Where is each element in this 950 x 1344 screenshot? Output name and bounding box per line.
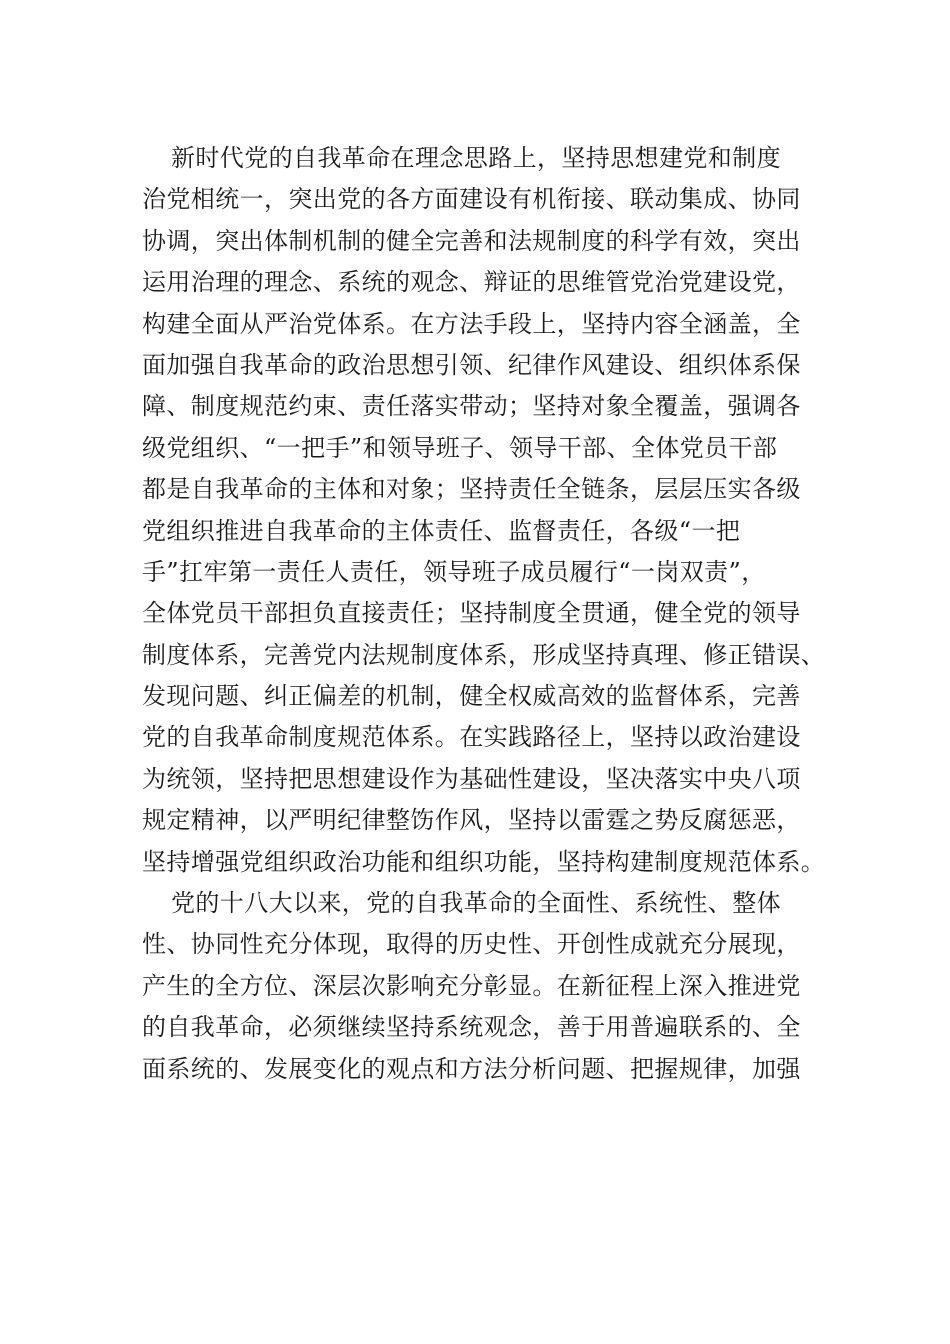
text-line: 协调，突出体制机制的健全完善和法规制度的科学有效，突出 <box>142 226 801 255</box>
text-line: 新时代党的自我革命在理念思路上，坚持思想建党和制度 <box>171 144 781 172</box>
text-line: 运用治理的理念、系统的观念、辩证的思维管党治党建设党， <box>142 268 801 297</box>
text-line: 党组织推进自我革命的主体责任、监督责任，各级“一把 <box>142 516 741 545</box>
body-text <box>142 138 842 1090</box>
text-line: 规定精神，以严明纪律整饬作风，坚持以雷霆之势反腐惩恶， <box>142 806 801 835</box>
text-line: 障、制度规范约束、责任落实带动；坚持对象全覆盖，强调各 <box>142 392 801 421</box>
text-line: 面加强自我革命的政治思想引领、纪律作风建设、组织体系保 <box>142 350 801 379</box>
paragraph-1 <box>142 138 842 883</box>
text-line: 面系统的、发展变化的观点和方法分析问题、把握规律，加强 <box>142 1054 801 1083</box>
text-line: 为统领，坚持把思想建设作为基础性建设，坚决落实中央八项 <box>142 764 801 793</box>
text-line: 党的自我革命制度规范体系。在实践路径上，坚持以政治建设 <box>142 723 801 752</box>
text-line: 都是自我革命的主体和对象；坚持责任全链条，层层压实各级 <box>142 475 801 504</box>
text-line: 产生的全方位、深层次影响充分彰显。在新征程上深入推进党 <box>142 971 801 1000</box>
text-line: 的自我革命，必须继续坚持系统观念，善于用普遍联系的、全 <box>142 1013 801 1042</box>
text-line: 手”扛牢第一责任人责任，领导班子成员履行“一岗双责”， <box>142 557 766 586</box>
text-line: 制度体系，完善党内法规制度体系，形成坚持真理、修正错误、 <box>142 640 826 669</box>
text-line: 全体党员干部担负直接责任；坚持制度全贯通，健全党的领导 <box>142 599 801 628</box>
text-line: 构建全面从严治党体系。在方法手段上，坚持内容全涵盖，全 <box>142 309 801 338</box>
text-line: 党的十八大以来，党的自我革命的全面性、系统性、整体 <box>171 889 781 918</box>
text-line: 性、协同性充分体现，取得的历史性、开创性成就充分展现， <box>142 930 801 959</box>
text-line: 级党组织、“一把手”和领导班子、领导干部、全体党员干部 <box>142 433 778 462</box>
paragraph-2 <box>142 883 842 1090</box>
text-line: 治党相统一，突出党的各方面建设有机衔接、联动集成、协同 <box>142 185 801 214</box>
text-line: 坚持增强党组织政治功能和组织功能，坚持构建制度规范体系。 <box>142 847 826 876</box>
text-line: 发现问题、纠正偏差的机制，健全权威高效的监督体系，完善 <box>142 682 801 711</box>
